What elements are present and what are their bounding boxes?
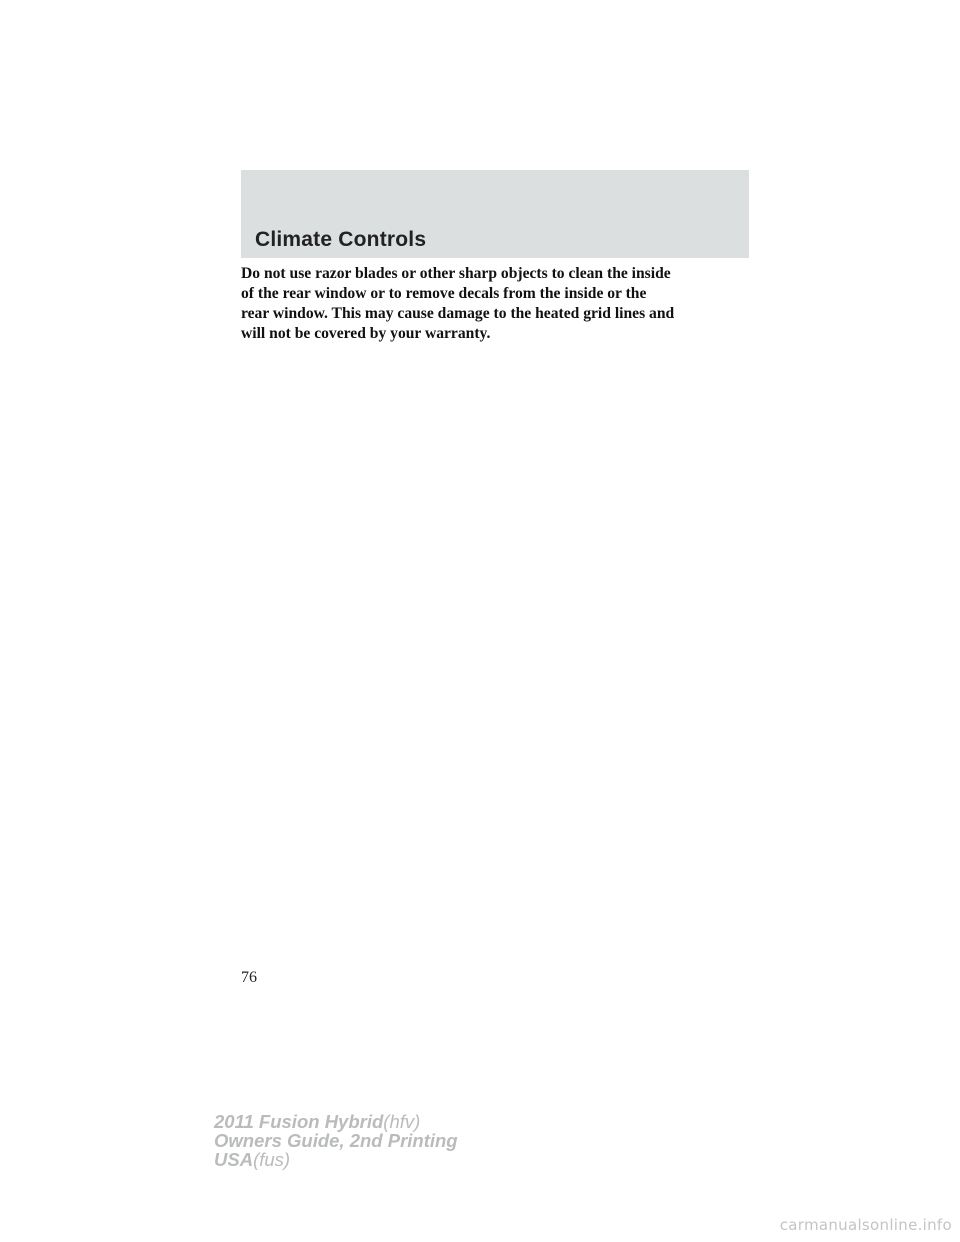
paragraph-line: of the rear window or to remove decals from the inside or the: [241, 285, 647, 302]
watermark-text: carmanualsonline.info: [779, 1216, 952, 1234]
footer-model-code: (hfv): [383, 1111, 421, 1132]
footer-market: USA: [214, 1149, 254, 1170]
footer-market-line: [214, 1150, 458, 1169]
paragraph-line: Do not use razor blades or other sharp objects to clean the inside: [241, 265, 671, 282]
paragraph-line: will not be covered by your warranty.: [241, 325, 491, 342]
warning-paragraph: [241, 264, 751, 344]
document-footer: [214, 1112, 458, 1169]
footer-model: 2011 Fusion Hybrid: [214, 1111, 384, 1132]
footer-guide: Owners Guide, 2nd Printing: [214, 1130, 458, 1151]
footer-market-code: (fus): [253, 1149, 291, 1170]
footer-model-line: [214, 1112, 458, 1131]
section-title: Climate Controls: [255, 228, 427, 251]
section-header-band: [241, 170, 749, 258]
paragraph-line: rear window. This may cause damage to the heated grid lines and: [241, 305, 675, 322]
page-number: 76: [241, 969, 257, 986]
